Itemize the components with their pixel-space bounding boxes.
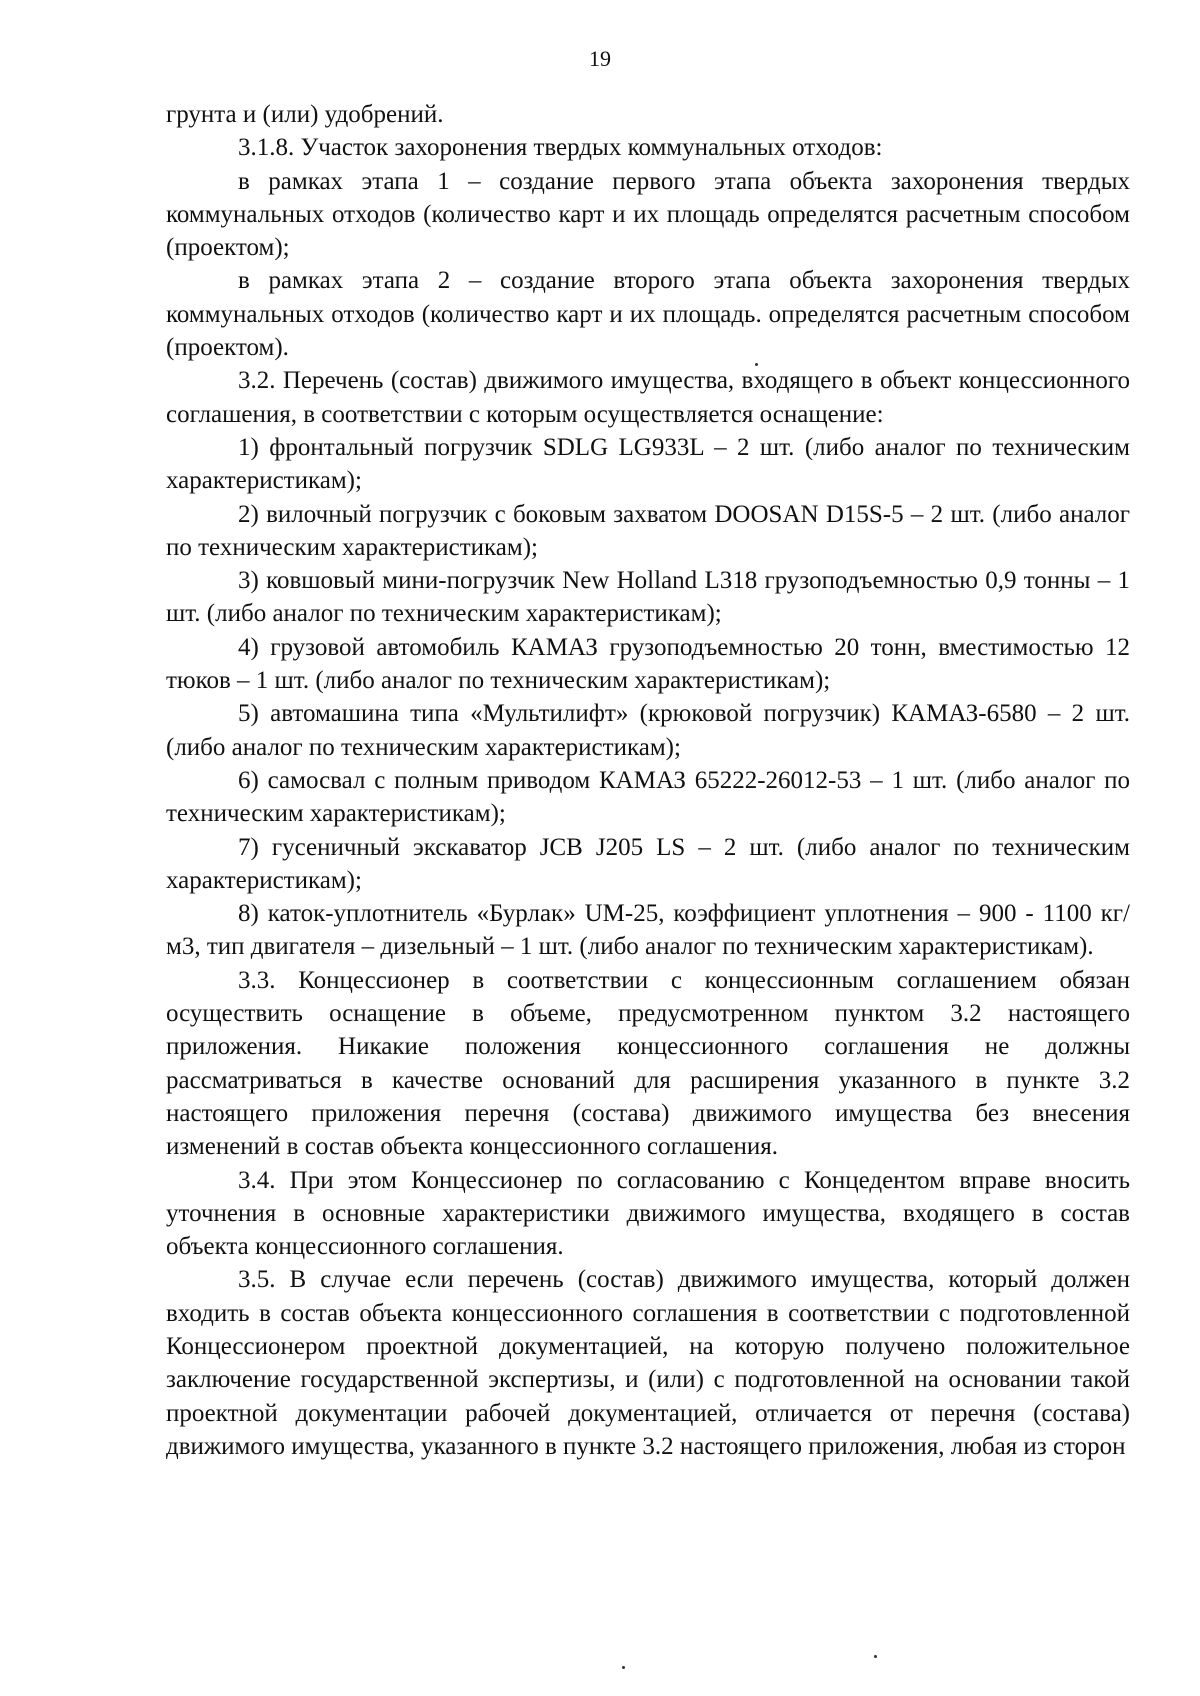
list-item-5: 5) автомашина типа «Мультилифт» (крюковой погрузчик) КАМАЗ-6580 – 2 шт. (либо аналог по техническим характеристикам);	[166, 700, 1130, 761]
list-item-8: 8) каток-уплотнитель «Бурлак» UM-25, коэффициент уплотнения – 900 - 1100 кг/м3, тип двигателя – дизельный – 1 шт. (либо аналог по техническим характеристикам).	[166, 900, 1130, 961]
paragraph-stage-1: в рамках этапа 1 – создание первого этапа объекта захоронения твердых коммунальных отходов (количество карт и их площадь определятся расчетным способом (проектом);	[166, 167, 1130, 262]
page-number: 19	[589, 46, 611, 71]
paragraph-continuation: грунта и (или) удобрений.	[166, 101, 444, 128]
paragraph-3-5: 3.5. В случае если перечень (состав) движимого имущества, который должен входить в состав объекта концессионного соглашения в соответствии с подготовленной Концессионером проектной документацией, на которую получено положительное заключение государственной экспертизы, и (или) с подготовленной на основании такой проектной документации рабочей документацией, отличается от перечня (состава) движимого имущества, указанного в пункте 3.2 настоящего приложения, любая из сторон	[166, 1266, 1130, 1460]
list-item-3: 3) ковшовый мини-погрузчик New Holland L318 грузоподъемностью 0,9 тонны – 1 шт. (либо аналог по техническим характеристикам);	[166, 567, 1130, 628]
list-item-1: 1) фронтальный погрузчик SDLG LG933L – 2 шт. (либо аналог по техническим характеристикам);	[166, 433, 1130, 495]
list-item-7: 7) гусеничный экскаватор JCB J205 LS – 2 шт. (либо аналог по техническим характеристикам);	[166, 833, 1130, 894]
scan-speck	[622, 1666, 625, 1669]
paragraph-3-4: 3.4. При этом Концессионер по согласованию с Концедентом вправе вносить уточнения в основные характеристики движимого имущества, входящего в состав объекта концессионного соглашения.	[166, 1166, 1130, 1261]
scan-speck	[755, 363, 758, 366]
paragraph-3-1-8: 3.1.8. Участок захоронения твердых коммунальных отходов:	[238, 134, 883, 162]
list-item-6: 6) самосвал с полным приводом КАМАЗ 65222-26012-53 – 1 шт. (либо аналог по техническим характеристикам);	[166, 766, 1130, 828]
list-item-4: 4) грузовой автомобиль КАМАЗ грузоподъемностью 20 тонн, вместимостью 12 тюков – 1 шт. (либо аналог по техническим характеристикам);	[166, 633, 1130, 695]
document-body	[166, 98, 1130, 1463]
paragraph-stage-2: в рамках этапа 2 – создание второго этапа объекта захоронения твердых коммунальных отходов (количество карт и их площадь. определятся расчетным способом (проектом).	[166, 267, 1130, 362]
paragraph-3-3: 3.3. Концессионер в соответствии с концессионным соглашением обязан осуществить оснащение в объеме, предусмотренном пунктом 3.2 настоящего приложения. Никакие положения концессионного соглашения не должны рассматриваться в качестве оснований для расширения указанного в пункте 3.2 настоящего приложения перечня (состава) движимого имущества без внесения изменений в состав объекта концессионного соглашения.	[166, 966, 1130, 1161]
list-item-2: 2) вилочный погрузчик с боковым захватом DOOSAN D15S-5 – 2 шт. (либо аналог по техническим характеристикам);	[166, 500, 1130, 561]
scan-speck	[874, 1655, 877, 1658]
paragraph-3-2: 3.2. Перечень (состав) движимого имущества, входящего в объект концессионного соглашения, в соответствии с которым осуществляется оснащение:	[166, 367, 1130, 428]
